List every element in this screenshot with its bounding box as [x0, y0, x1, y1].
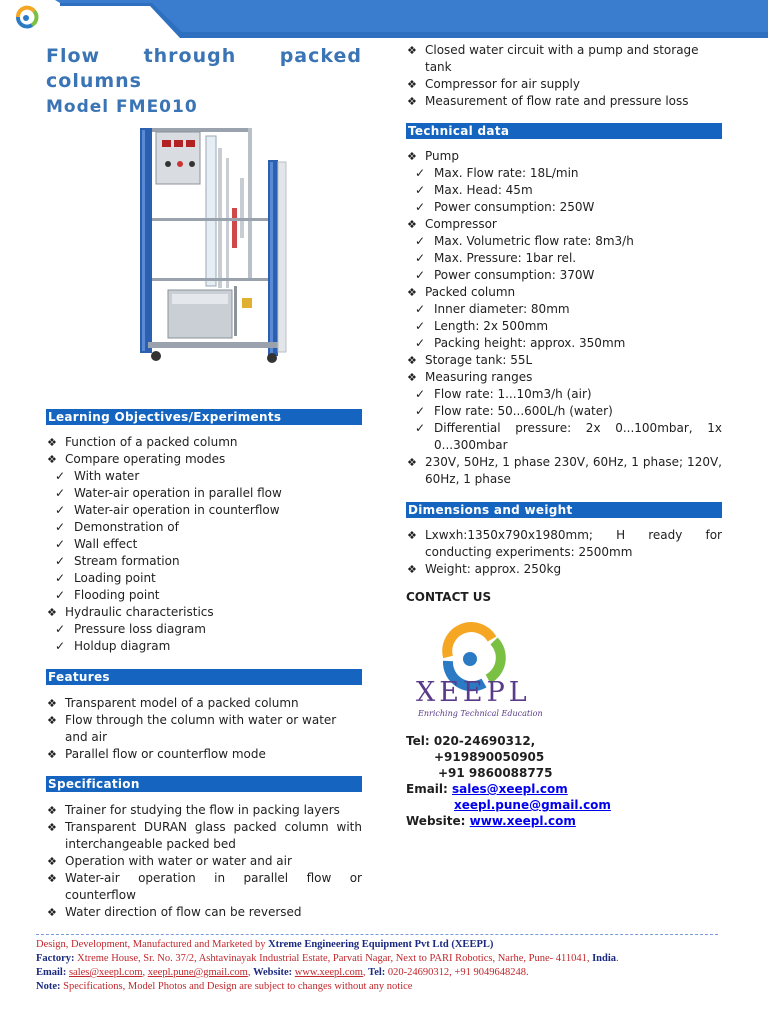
list-item: ✓ Loading point: [55, 571, 156, 585]
list-item: ✓ Water-air operation in parallel flow: [55, 486, 282, 500]
list-item: ✓ Flooding point: [55, 588, 160, 602]
technical-list: [406, 148, 722, 165]
overview-list: [406, 42, 722, 110]
list-item: ❖ Compressor: [407, 217, 497, 231]
footer: Design, Development, Manufactured and Marketed by Xtreme Engineering Equipment Pvt Ltd (XEEPL) Factory: Xtreme House, Sr. No. 37/2, Ashtavinayak Industrial Estate, Parvati Nagar, Next to PARI Robotics, Narhe, Pune- 411041, India. Email: sales@xeepl.com, xeepl.pune@gmail.com, Website: www.xeepl.com, Tel: 020-24690312, +91 9049648248. Note: Specifications, Model Photos and Design are subject to changes without any notice: [36, 934, 718, 994]
contact-heading: CONTACT US: [406, 590, 492, 604]
brand-tagline: Enriching Technical Education: [418, 709, 543, 718]
list-item: ✓ Stream formation: [55, 554, 180, 568]
list-item: ❖ Operation with water or water and air: [47, 854, 292, 868]
title-word: packed: [279, 45, 362, 67]
technical-heading: Technical data: [406, 123, 722, 139]
list-item: ❖ Pump: [407, 149, 459, 163]
list-item: ✓ Flow rate: 50...600L/h (water): [415, 404, 613, 418]
list-item: ✓ Water-air operation in counterflow: [55, 503, 280, 517]
list-item: ✓ Max. Volumetric flow rate: 8m3/h: [415, 234, 634, 248]
list-item: ❖ Function of a packed column: [47, 435, 238, 449]
brand-logo: [412, 613, 552, 723]
phone-number: +919890050905: [434, 750, 545, 764]
list-item: ❖ Transparent model of a packed column: [47, 696, 299, 710]
footer-email-link[interactable]: xeepl.pune@gmail.com: [147, 967, 248, 978]
list-item: ❖ Hydraulic characteristics: [47, 605, 214, 619]
list-item: ❖ Weight: approx. 250kg: [407, 562, 562, 576]
page-title-line2: columns: [46, 70, 142, 92]
learning-heading: Learning Objectives/Experiments: [46, 409, 362, 425]
learning-sublist: [46, 468, 362, 604]
list-item: ❖ Flow through the column with water or water and air: [47, 713, 337, 744]
specification-list: [46, 802, 362, 921]
list-item: ❖ Closed water circuit with a pump and storage tank: [407, 43, 699, 74]
list-item: ✓ Differential pressure: 2x 0...100mbar, 1x 0...300mbar: [415, 421, 722, 452]
brand-logo-text: XEEPL: [416, 677, 531, 708]
list-item: ✓ Holdup diagram: [55, 639, 171, 653]
list-item: ✓ Pressure loss diagram: [55, 622, 206, 636]
model-number: Model FME010: [46, 97, 198, 117]
dimensions-heading: Dimensions and weight: [406, 502, 722, 518]
phone-number: +91 9860088775: [438, 766, 553, 780]
list-item: ❖ Parallel flow or counterflow mode: [47, 747, 266, 761]
contact-block: Tel: 020-24690312, +919890050905 +91 9860088775 Email: sales@xeepl.com xeepl.pune@gmail.com Website: www.xeepl.com: [406, 734, 611, 828]
list-item: ✓ Flow rate: 1...10m3/h (air): [415, 387, 592, 401]
footer-email-link[interactable]: sales@xeepl.com: [68, 967, 143, 978]
title-word: Flow: [46, 45, 101, 67]
features-heading: Features: [46, 669, 362, 685]
list-item: ✓ With water: [55, 469, 140, 483]
phone-number: 020-24690312,: [433, 734, 536, 748]
list-item: ❖ Measurement of flow rate and pressure loss: [407, 94, 689, 108]
list-item: ✓ Demonstration of: [55, 520, 179, 534]
product-photo: [92, 118, 318, 364]
list-item: ❖ Packed column: [407, 285, 516, 299]
list-item: ✓ Length: 2x 500mm: [415, 319, 549, 333]
list-item: ✓ Packing height: approx. 350mm: [415, 336, 626, 350]
dimensions-list: [406, 527, 722, 578]
list-item: ✓ Power consumption: 250W: [415, 200, 595, 214]
page-title: [46, 44, 362, 69]
list-item: ❖ Trainer for studying the flow in packing layers: [47, 803, 340, 817]
list-item: ❖ Measuring ranges: [407, 370, 533, 384]
list-item: ✓ Wall effect: [55, 537, 138, 551]
brand-logo-small: [6, 3, 52, 37]
list-item: ❖ Water-air operation in parallel flow or counterflow: [47, 871, 362, 902]
list-item: ❖ Compare operating modes: [47, 452, 226, 466]
list-item: ✓ Max. Head: 45m: [415, 183, 533, 197]
list-item: ✓ Inner diameter: 80mm: [415, 302, 570, 316]
list-item: ✓ Max. Pressure: 1bar rel.: [415, 251, 577, 265]
list-item: ❖ 230V, 50Hz, 1 phase 230V, 60Hz, 1 phase; 120V, 60Hz, 1 phase: [407, 455, 722, 486]
email-link[interactable]: sales@xeepl.com: [452, 782, 568, 796]
list-item: ✓ Max. Flow rate: 18L/min: [415, 166, 579, 180]
list-item: ❖ Water direction of flow can be reversed: [47, 905, 302, 919]
title-word: through: [143, 45, 237, 67]
website-link[interactable]: www.xeepl.com: [469, 814, 576, 828]
footer-website-link[interactable]: www.xeepl.com: [294, 967, 363, 978]
email-link[interactable]: xeepl.pune@gmail.com: [454, 798, 611, 812]
header-bar: [0, 0, 768, 38]
learning-list: [46, 434, 362, 468]
list-item: ✓ Power consumption: 370W: [415, 268, 595, 282]
list-item: ❖ Transparent DURAN glass packed column with interchangeable packed bed: [47, 820, 362, 851]
specification-heading: Specification: [46, 776, 362, 792]
list-item: ❖ Compressor for air supply: [407, 77, 580, 91]
features-list: [46, 695, 362, 763]
list-item: ❖ Storage tank: 55L: [407, 353, 533, 367]
list-item: ❖ Lxwxh:1350x790x1980mm; H ready for conducting experiments: 2500mm: [407, 528, 722, 559]
